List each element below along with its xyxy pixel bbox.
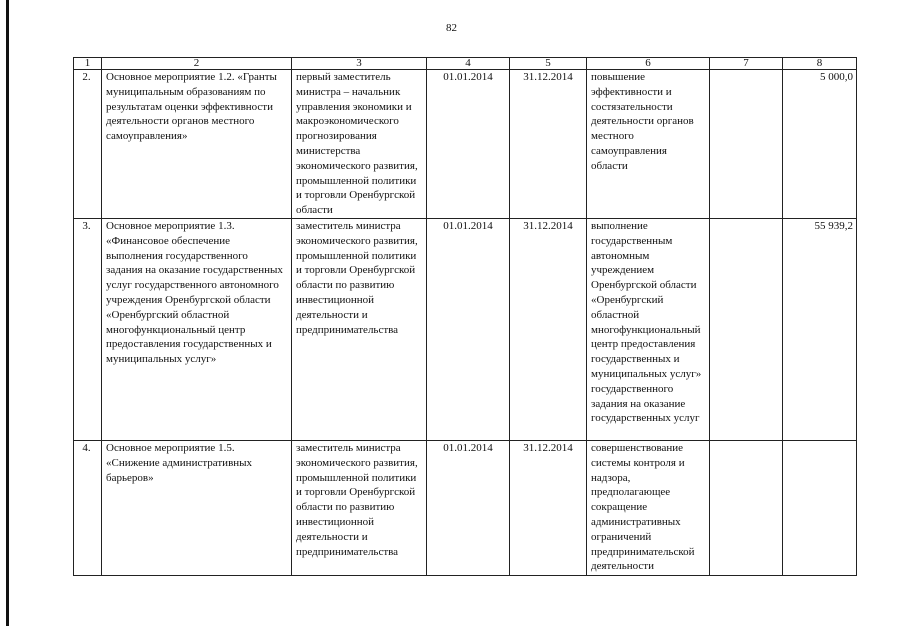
header-cell-5: 5	[510, 58, 587, 70]
row-number: 3.	[74, 219, 102, 441]
col7-cell	[710, 70, 783, 219]
row-number: 4.	[74, 441, 102, 576]
header-cell-2: 2	[102, 58, 292, 70]
page-left-edge	[6, 0, 9, 626]
responsible-cell: заместитель министра экономического развития, промышленной политики и торговли Оренбургской области по развитию инвестиционной деятельности и предпринимательства	[292, 219, 427, 441]
result-cell: повышение эффективности и состязательности деятельности органов местного самоуправления области	[587, 70, 710, 219]
header-cell-4: 4	[427, 58, 510, 70]
end-date-cell: 31.12.2014	[510, 441, 587, 576]
table-row	[74, 70, 857, 219]
row-number: 2.	[74, 70, 102, 219]
page-number: 82	[446, 22, 457, 34]
amount-cell: 55 939,2	[783, 219, 857, 441]
table-row	[74, 219, 857, 441]
measure-cell: Основное мероприятие 1.2. «Гранты муниципальным образованиям по результатам оценки эффективности деятельности органов местного самоуправления»	[102, 70, 292, 219]
header-cell-6: 6	[587, 58, 710, 70]
table-header-row	[74, 58, 857, 70]
end-date-cell: 31.12.2014	[510, 219, 587, 441]
col7-cell	[710, 441, 783, 576]
amount-cell	[783, 441, 857, 576]
responsible-cell: первый заместитель министра – начальник управления экономики и макроэкономического прогнозирования министерства экономического развития, промышленной политики и торговли Оренбургской области	[292, 70, 427, 219]
start-date-cell: 01.01.2014	[427, 441, 510, 576]
header-cell-7: 7	[710, 58, 783, 70]
table-row	[74, 441, 857, 576]
header-cell-1: 1	[74, 58, 102, 70]
end-date-cell: 31.12.2014	[510, 70, 587, 219]
col7-cell	[710, 219, 783, 441]
start-date-cell: 01.01.2014	[427, 219, 510, 441]
measure-cell: Основное мероприятие 1.5. «Снижение административных барьеров»	[102, 441, 292, 576]
measure-cell: Основное мероприятие 1.3. «Финансовое обеспечение выполнения государственного задания на оказание государственных услуг государственного автономного учреждения Оренбургской области «Оренбургский областной многофункциональный центр предоставления государственных и муниципальных услуг»	[102, 219, 292, 441]
activities-table	[73, 57, 857, 576]
header-cell-8: 8	[783, 58, 857, 70]
start-date-cell: 01.01.2014	[427, 70, 510, 219]
responsible-cell: заместитель министра экономического развития, промышленной политики и торговли Оренбургской области по развитию инвестиционной деятельности и предпринимательства	[292, 441, 427, 576]
result-cell: выполнение государственным автономным учреждением Оренбургской области «Оренбургский областной многофункциональный центр предоставления государственных и муниципальных услуг» государственного задания на оказание государственных услуг	[587, 219, 710, 441]
header-cell-3: 3	[292, 58, 427, 70]
result-cell: совершенствование системы контроля и надзора, предполагающее сокращение административных ограничений предпринимательской деятельности	[587, 441, 710, 576]
amount-cell: 5 000,0	[783, 70, 857, 219]
